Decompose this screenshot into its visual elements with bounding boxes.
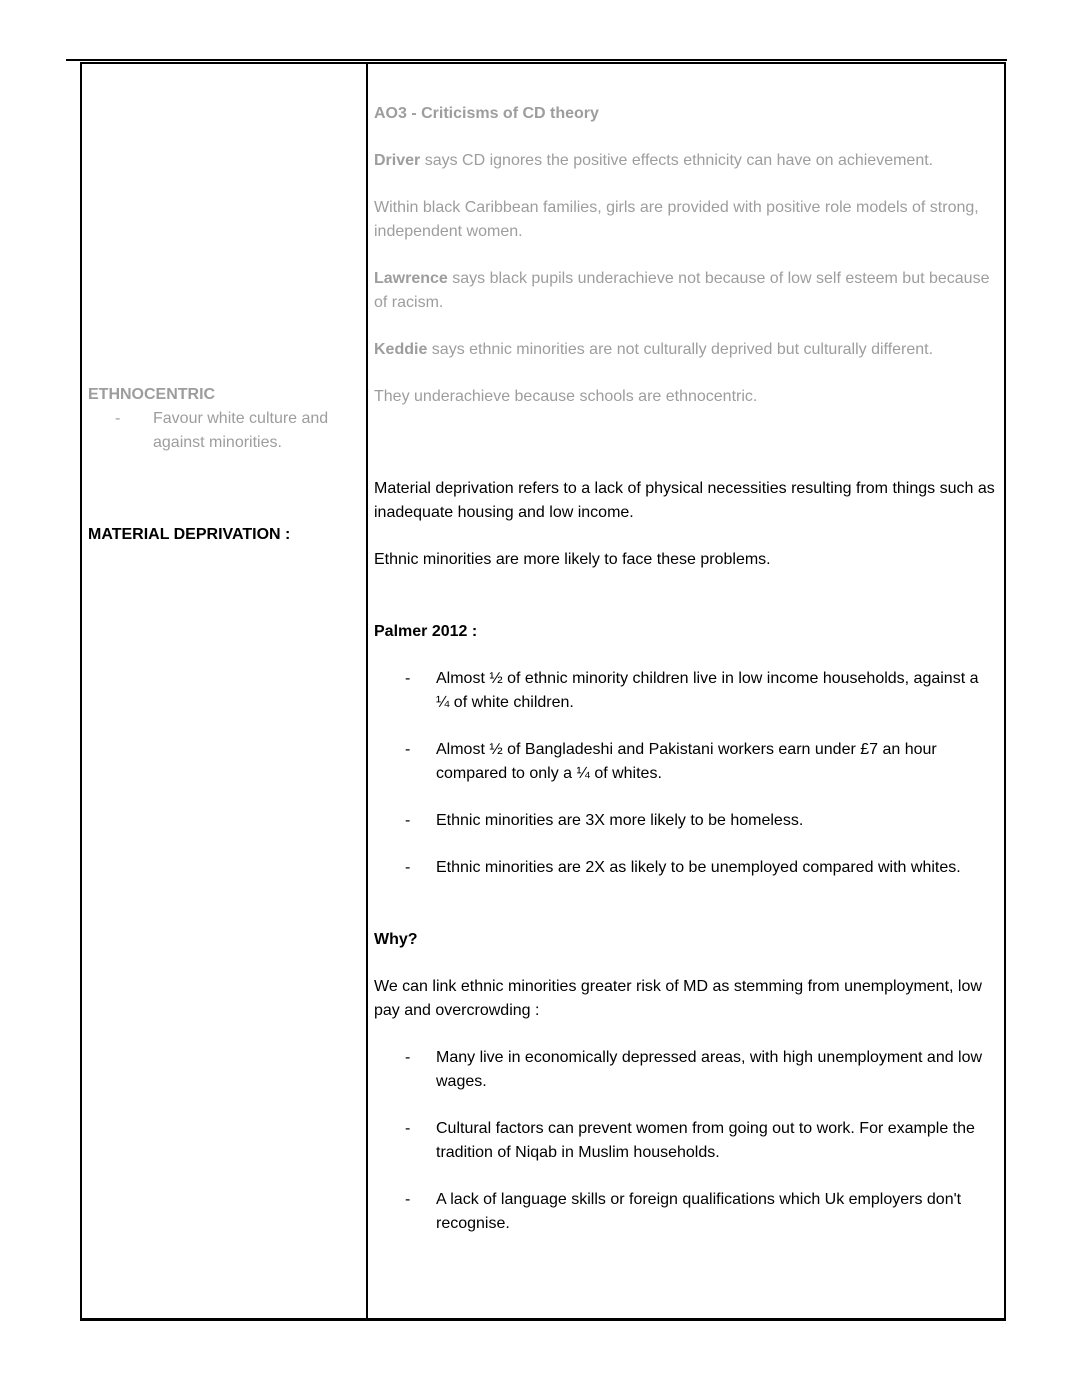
dash-bullet-marker: -: [405, 1049, 411, 1066]
palmer-bullet-list: [374, 667, 999, 880]
notes-table: [80, 62, 1006, 1321]
list-item: [374, 738, 999, 786]
why-intro: We can link ethnic minorities greater risk of MD as stemming from unemployment, low pay and overcrowding :: [374, 978, 982, 1019]
list-item: [374, 1046, 999, 1094]
dash-bullet-marker: -: [115, 410, 121, 427]
dash-bullet-marker: -: [405, 1120, 411, 1137]
keddie-text: says ethnic minorities are not culturally deprived but culturally different.: [427, 341, 934, 358]
bullet-text: Cultural factors can prevent women from going out to work. For example the tradition of Niqab in Muslim households.: [436, 1120, 975, 1161]
bullet-text: Almost ½ of Bangladeshi and Pakistani workers earn under £7 an hour compared to only a ¼ of whites.: [436, 741, 937, 782]
list-item: [374, 1188, 999, 1236]
bullet-text: Many live in economically depressed areas, with high unemployment and low wages.: [436, 1049, 983, 1090]
keddie-name: Keddie: [374, 341, 428, 358]
ethnocentric-heading: ETHNOCENTRIC: [88, 386, 216, 403]
dash-bullet-marker: -: [405, 741, 411, 758]
topic-column-cell: [82, 64, 368, 1318]
lawrence-paragraph: [374, 267, 999, 315]
bullet-text: Ethnic minorities are 3X more likely to be homeless.: [436, 812, 804, 829]
within-paragraph: Within black Caribbean families, girls are provided with positive role models of strong, independent women.: [374, 199, 979, 240]
lawrence-text: says black pupils underachieve not because of low self esteem but because of racism.: [374, 270, 990, 311]
ethnocentric-bullet: [88, 407, 356, 455]
bullet-text: Ethnic minorities are 2X as likely to be unemployed compared with whites.: [436, 859, 961, 876]
dash-bullet-marker: -: [405, 1191, 411, 1208]
list-item: [374, 1117, 999, 1165]
why-bullet-list: [374, 1046, 999, 1236]
ethnocentric-section: [88, 383, 356, 455]
material-likelihood: Ethnic minorities are more likely to face these problems.: [374, 551, 771, 568]
lawrence-name: Lawrence: [374, 270, 448, 287]
bullet-text: A lack of language skills or foreign qualifications which Uk employers don't recognise.: [436, 1191, 962, 1232]
bullet-text: Almost ½ of ethnic minority children live in low income households, against a ¼ of white children.: [436, 670, 979, 711]
list-item: [374, 667, 999, 715]
list-item: [374, 809, 999, 833]
list-item: [374, 856, 999, 880]
material-intro: Material deprivation refers to a lack of physical necessities resulting from things such as inadequate housing and low income.: [374, 480, 995, 521]
dash-bullet-marker: -: [405, 670, 411, 687]
keddie-paragraph: [374, 338, 999, 362]
palmer-heading: Palmer 2012 :: [374, 623, 478, 640]
driver-paragraph: [374, 149, 999, 173]
page-break-rule: [66, 59, 1007, 61]
ethnocentric-conclusion: They underachieve because schools are ethnocentric.: [374, 388, 758, 405]
content-column-cell: [368, 64, 1004, 1318]
driver-name: Driver: [374, 152, 421, 169]
ao3-heading: AO3 - Criticisms of CD theory: [374, 105, 599, 122]
material-deprivation-heading: MATERIAL DEPRIVATION :: [88, 526, 291, 543]
bullet-text: Favour white culture and against minorities.: [153, 410, 329, 451]
why-heading: Why?: [374, 931, 418, 948]
driver-text: says CD ignores the positive effects ethnicity can have on achievement.: [420, 152, 934, 169]
dash-bullet-marker: -: [405, 812, 411, 829]
dash-bullet-marker: -: [405, 859, 411, 876]
